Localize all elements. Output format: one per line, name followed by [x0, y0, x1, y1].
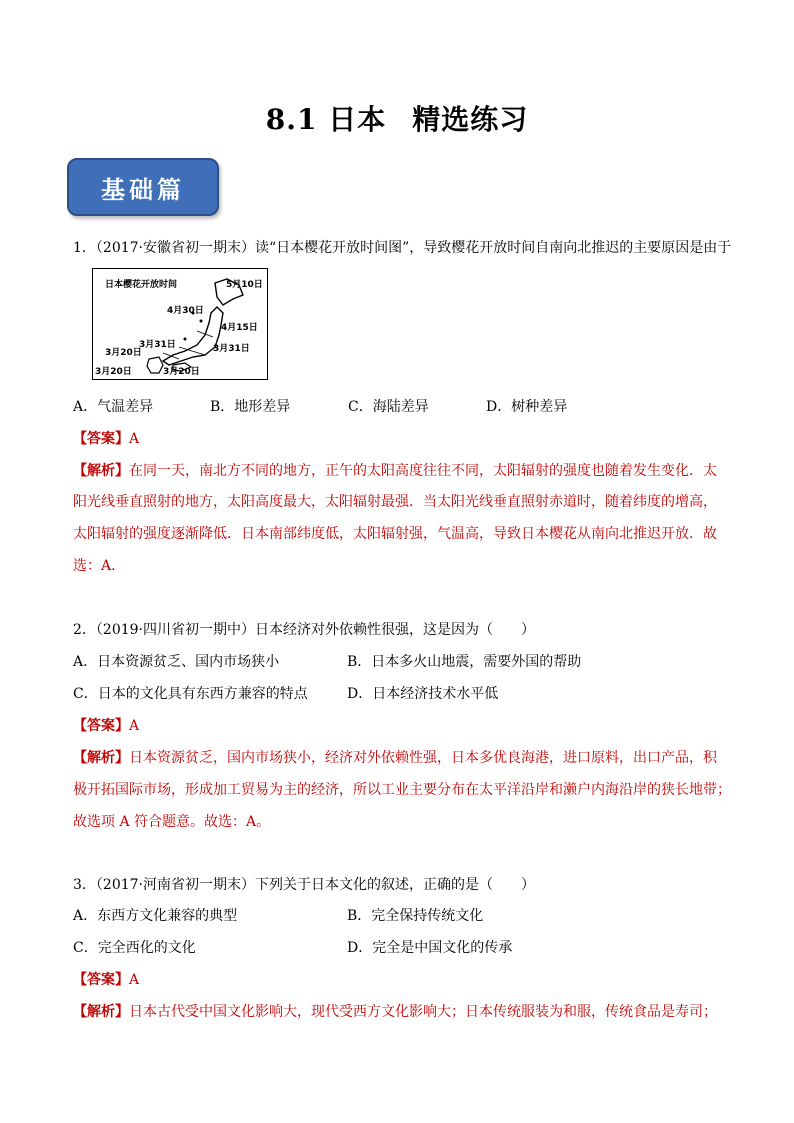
q2-option-b: B．日本多火山地震，需要外国的帮助 — [347, 654, 582, 670]
answer-value: A — [129, 431, 140, 447]
q3-answer — [73, 970, 139, 990]
map-label: 3月20日 — [105, 348, 142, 358]
q1-option-d: D．树种差异 — [486, 399, 568, 415]
q3-option-d: D．完全是中国文化的传承 — [347, 940, 513, 956]
answer-value: A — [129, 972, 140, 988]
q2-option-d: D．日本经济技术水平低 — [347, 686, 499, 702]
map-label: 3月20日 — [95, 367, 132, 377]
explanation-tag: 【解析】 — [73, 463, 129, 479]
map-label: 3月20日 — [163, 367, 200, 377]
q3-option-c: C．完全西化的文化 — [73, 940, 196, 956]
explanation-text: 在同一天，南北方不同的地方，正午的太阳高度往往不同，太阳辐射的强度也随着发生变化．太 — [129, 463, 717, 479]
q3-option-a: A．东西方文化兼容的典型 — [73, 908, 238, 924]
answer-value: A — [129, 718, 140, 734]
q2-option-c: C．日本的文化具有东西方兼容的特点 — [73, 686, 308, 702]
q2-explanation-line-2: 极开拓国际市场，形成加工贸易为主的经济，所以工业主要分布在太平洋沿岸和濑户内海沿岸的狭长地带； — [73, 782, 731, 798]
explanation-tag: 【解析】 — [73, 1004, 129, 1020]
q3-option-b: B．完全保持传统文化 — [347, 908, 484, 924]
q2-explanation-line-3: 故选项 A 符合题意。故选：A。 — [73, 814, 271, 830]
japan-map-figure — [93, 269, 266, 378]
title-main: 8.1 日本 — [265, 103, 387, 136]
map-label: 3月31日 — [139, 340, 176, 350]
q2-answer — [73, 716, 139, 736]
q1-explanation-line-4: 选：A． — [73, 558, 126, 574]
answer-tag: 【答案】 — [73, 972, 129, 988]
q1-explanation-line-2: 阳光线垂直照射的地方，太阳高度最大，太阳辐射最强．当太阳光线垂直照射赤道时，随着纬度的增高， — [73, 494, 717, 510]
q2-stem: 2．（2019·四川省初一期中）日本经济对外依赖性很强，这是因为（ ） — [73, 622, 535, 638]
q2-explanation-line-1 — [73, 748, 717, 768]
q3-explanation-line-1 — [73, 1002, 717, 1022]
q1-stem: 1．（2017·安徽省初一期末）读“日本樱花开放时间图”，导致樱花开放时间自南向北推迟的主要原因是由于 — [73, 240, 732, 256]
q1-explanation-line-3: 太阳辐射的强度逐渐降低．日本南部纬度低，太阳辐射强，气温高，导致日本樱花从南向北推迟开放．故 — [73, 526, 717, 542]
section-badge: 基础篇 — [67, 158, 219, 216]
explanation-text: 日本古代受中国文化影响大，现代受西方文化影响大；日本传统服装为和服，传统食品是寿司； — [129, 1004, 717, 1020]
japan-sakura-map — [92, 268, 268, 380]
q1-option-c: C．海陆差异 — [348, 399, 429, 415]
page-title — [0, 98, 794, 138]
map-label: 5月10日 — [226, 280, 263, 290]
q1-option-a: A．气温差异 — [73, 399, 154, 415]
answer-tag: 【答案】 — [73, 718, 129, 734]
answer-tag: 【答案】 — [73, 431, 129, 447]
kyushu-shape — [147, 357, 163, 373]
q1-answer — [73, 429, 139, 449]
q3-stem: 3．（2017·河南省初一期末）下列关于日本文化的叙述，正确的是（ ） — [73, 877, 535, 893]
title-sub: 精选练习 — [412, 103, 529, 136]
map-label: 4月30日 — [167, 306, 204, 316]
explanation-tag: 【解析】 — [73, 750, 129, 766]
map-dot — [184, 338, 187, 341]
q2-option-a: A．日本资源贫乏、国内市场狭小 — [73, 654, 280, 670]
q1-explanation-line-1 — [73, 461, 717, 481]
map-label: 4月15日 — [221, 323, 258, 333]
explanation-text: 日本资源贫乏，国内市场狭小，经济对外依赖性强，日本多优良海港，进口原料，出口产品，积 — [129, 750, 717, 766]
map-title: 日本樱花开放时间 — [105, 280, 178, 290]
map-label: 3月31日 — [213, 344, 250, 354]
map-dot — [200, 320, 203, 323]
q1-option-b: B．地形差异 — [210, 399, 291, 415]
